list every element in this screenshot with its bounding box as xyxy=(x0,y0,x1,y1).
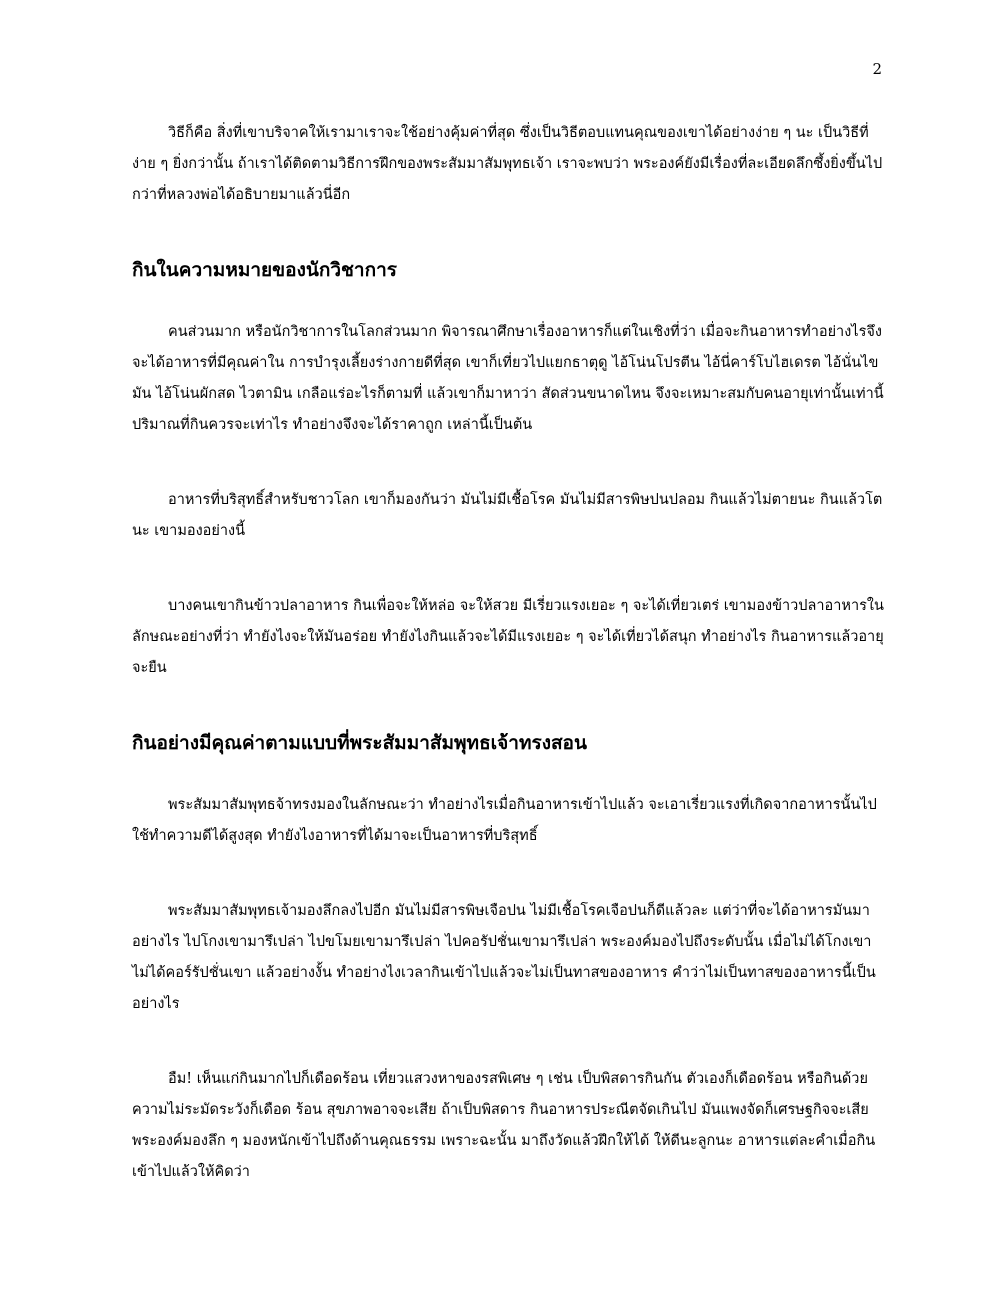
paragraph-4: บางคนเขากินข้าวปลาอาหาร กินเพื่อจะให้หล่อ จะให้สวย มีเรี่ยวแรงเยอะ ๆ จะได้เที่ยวเตร่ เขามองข้าวปลาอาหารในลักษณะอย่างที่ว่า ทำยังไงจะให้มันอร่อย ทำยังไงกินแล้วจะได้มีแรงเยอะ ๆ จะได้เที่ยวได้สนุก ทำอย่างไร กินอาหารแล้วอายุจะยืน xyxy=(132,598,884,676)
document-body xyxy=(132,118,892,1232)
paragraph-1: วิธีก็คือ สิ่งที่เขาบริจาคให้เรามาเราจะใช้อย่างคุ้มค่าที่สุด ซึ่งเป็นวิธีตอบแทนคุณของเขาได้อย่างง่าย ๆ นะ เป็นวิธีที่ง่าย ๆ ยิ่งกว่านั้น ถ้าเราได้ติดตามวิธีการฝึกของพระสัมมาสัมพุทธเจ้า เราจะพบว่า พระองค์ยังมีเรื่องที่ละเอียดลึกซึ้งยิ่งขึ้นไปกว่าที่หลวงพ่อได้อธิบายมาแล้วนี่อีก xyxy=(132,125,883,203)
section-heading-buddha-teaching: กินอย่างมีคุณค่าตามแบบที่พระสัมมาสัมพุทธเจ้าทรงสอน xyxy=(132,732,587,754)
paragraph-5: พระสัมมาสัมพุทธจ้าทรงมองในลักษณะว่า ทำอย่างไรเมื่อกินอาหารเข้าไปแล้ว จะเอาเรี่ยวแรงที่เกิดจากอาหารนั้นไปใช้ทำความดีได้สูงสุด ทำยังไงอาหารที่ได้มาจะเป็นอาหารที่บริสุทธิ์ xyxy=(132,797,877,844)
page-number: 2 xyxy=(872,60,882,78)
paragraph-3: อาหารที่บริสุทธิ์สำหรับชาวโลก เขาก็มองกันว่า มันไม่มีเชื้อโรค มันไม่มีสารพิษปนปลอม กินแล้วไม่ตายนะ กินแล้วโตนะ เขามองอย่างนี้ xyxy=(132,492,883,539)
paragraph-6: พระสัมมาสัมพุทธเจ้ามองลึกลงไปอีก มันไม่มีสารพิษเจือปน ไม่มีเชื้อโรคเจือปนก็ดีแล้วละ แต่ว่าที่จะได้อาหารมันมาอย่างไร ไปโกงเขามารึเปล่า ไปขโมยเขามารึเปล่า ไปคอรัปชั่นเขามารึเปล่า พระองค์มองไปถึงระดับนั้น เมื่อไม่ได้โกงเขา ไม่ได้คอร์รัปชั่นเขา แล้วอย่างงั้น ทำอย่างไงเวลากินเข้าไปแล้วจะไม่เป็นทาสของอาหาร คำว่าไม่เป็นทาสของอาหารนี้เป็นอย่างไร xyxy=(132,903,876,1012)
paragraph-7: อืม! เห็นแก่กินมากไปก็เดือดร้อน เที่ยวแสวงหาของรสพิเศษ ๆ เช่น เป็บพิสดารกินกัน ตัวเองก็เดือดร้อน หรือกินด้วยความไม่ระมัดระวังก็เดือด ร้อน สุขภาพอาจจะเสีย ถ้าเป็บพิสดาร กินอาหารประณีตจัดเกินไป มันแพงจัดก็เศรษฐกิจจะเสีย พระองค์มองลึก ๆ มองหนักเข้าไปถึงด้านคุณธรรม เพราะฉะนั้น มาถึงวัดแล้วฝึกให้ได้ ให้ดีนะลูกนะ อาหารแต่ละคำเมื่อกินเข้าไปแล้วให้คิดว่า xyxy=(132,1071,876,1180)
section-heading-academic-eating: กินในความหมายของนักวิชาการ xyxy=(132,259,397,281)
paragraph-2: คนส่วนมาก หรือนักวิชาการในโลกส่วนมาก พิจารณาศึกษาเรื่องอาหารก็แต่ในเชิงที่ว่า เมื่อจะกินอาหารทำอย่างไรจึงจะได้อาหารที่มีคุณค่าใน การบำรุงเลี้ยงร่างกายดีที่สุด เขาก็เที่ยวไปแยกธาตุดู ไอ้โน่นโปรตีน ไอ้นี่คาร์โบไฮเดรต ไอ้นั่นไขมัน ไอ้โน่นผักสด ไวตามิน เกลือแร่อะไรก็ตามที่ แล้วเขาก็มาหาว่า สัดส่วนขนาดไหน จึงจะเหมาะสมกับคนอายุเท่านั้นเท่านี้ ปริมาณที่กินควรจะเท่าไร ทำอย่างจึงจะได้ราคาถูก เหล่านี้เป็นต้น xyxy=(132,324,884,433)
